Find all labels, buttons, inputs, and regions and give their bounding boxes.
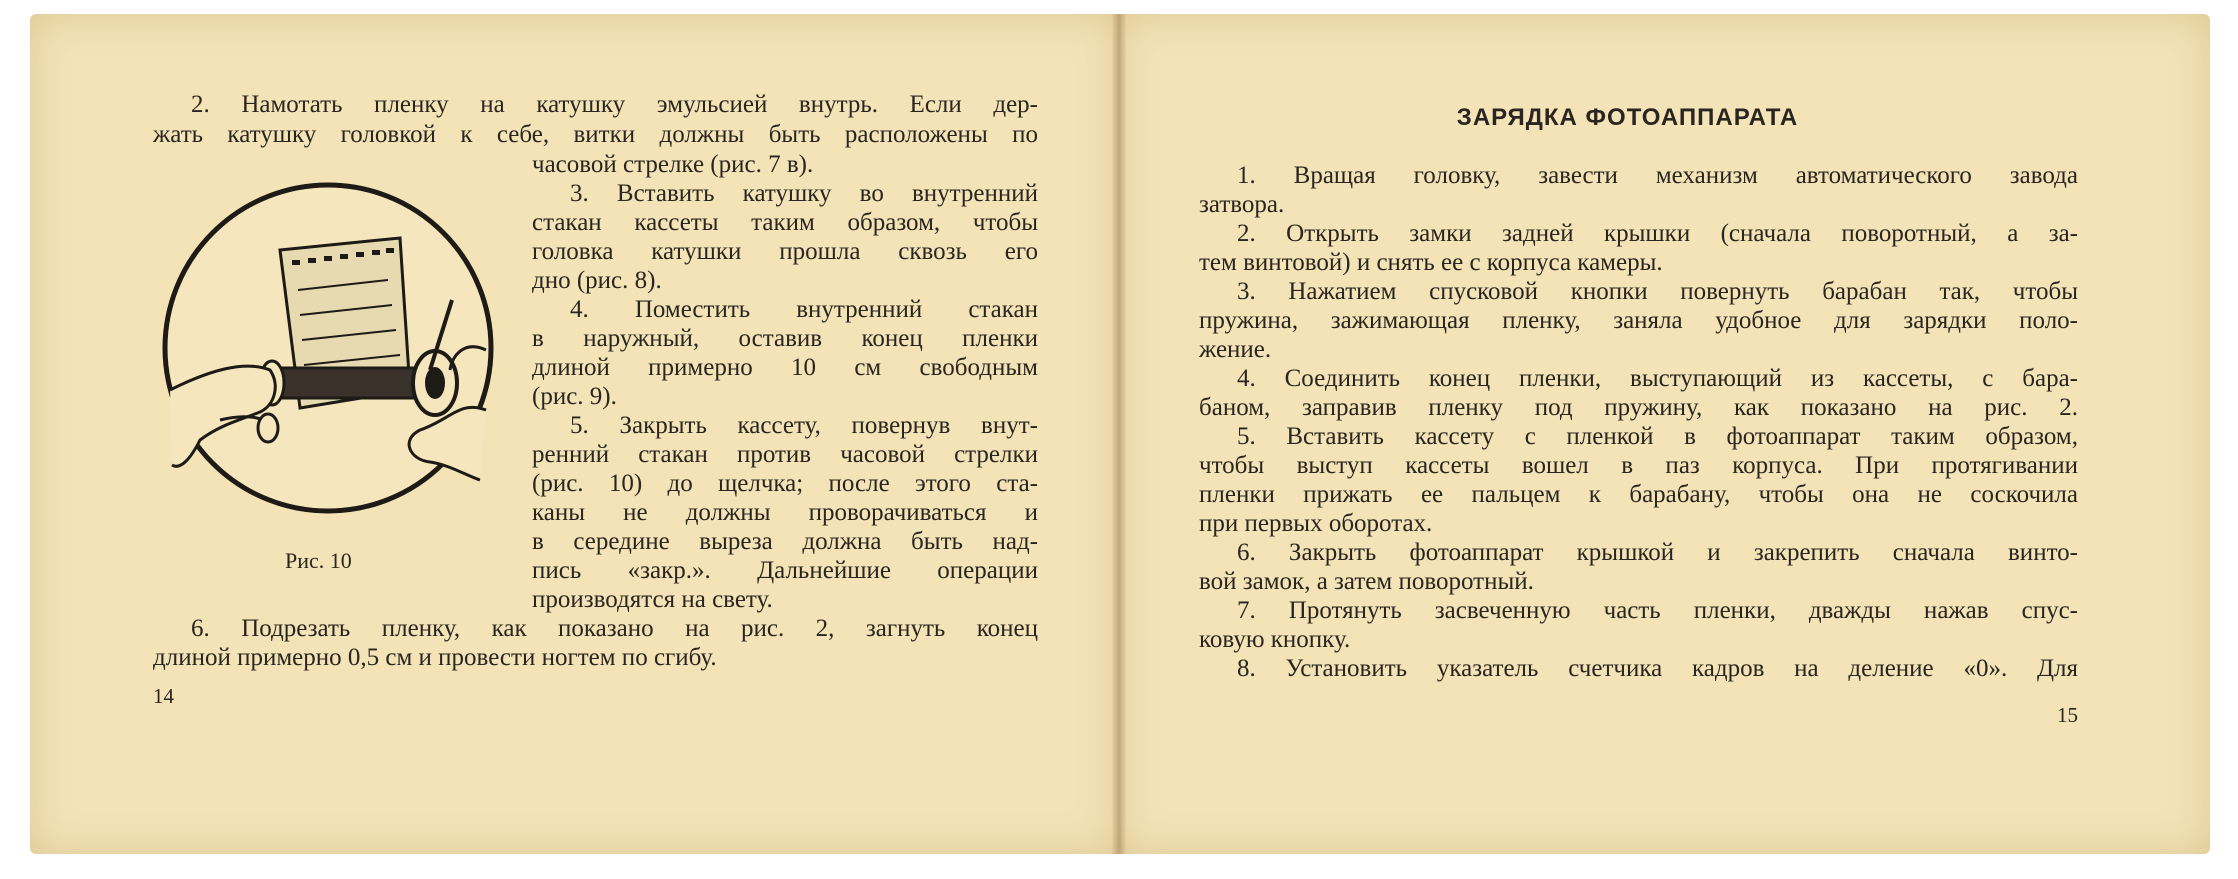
text-line: пленки прижать ее пальцем к барабану, чтобы она не соскочила bbox=[1199, 481, 2078, 508]
text-line: жать катушку головкой к себе, витки должны быть расположены по bbox=[153, 121, 1038, 148]
text-line: длиной примерно 0,5 см и провести ногтем по сгибу. bbox=[153, 644, 717, 671]
text-line: производятся на свету. bbox=[532, 586, 773, 613]
text-line: 6. Закрыть фотоаппарат крышкой и закрепить сначала винто- bbox=[1237, 539, 2078, 566]
text-line: 2. Открыть замки задней крышки (сначала поворотный, а за- bbox=[1237, 220, 2078, 247]
text-line: жение. bbox=[1199, 336, 1272, 363]
text-line: вой замок, а затем поворотный. bbox=[1199, 568, 1534, 595]
text-line: 5. Закрыть кассету, повернув внут- bbox=[570, 412, 1038, 439]
page-heading: ЗАРЯДКА ФОТОАППАРАТА bbox=[1456, 104, 1799, 131]
text-line: часовой стрелке (рис. 7 в). bbox=[532, 151, 814, 178]
text-line: чтобы выступ кассеты вошел в паз корпуса. При протягивании bbox=[1199, 452, 2078, 479]
film-loading-illustration bbox=[160, 180, 496, 516]
text-line: 1. Вращая головку, завести механизм автоматического завода bbox=[1237, 162, 2078, 189]
text-line: затвора. bbox=[1199, 191, 1285, 218]
text-line: ковую кнопку. bbox=[1199, 626, 1351, 653]
text-line: 3. Вставить катушку во внутренний bbox=[570, 180, 1038, 207]
book-spine bbox=[1112, 14, 1126, 854]
page-number-right: 15 bbox=[2057, 703, 2078, 727]
text-line: (рис. 10) до щелчка; после этого ста- bbox=[532, 470, 1038, 497]
text-line: в наружный, оставив конец пленки bbox=[532, 325, 1038, 352]
text-line: 8. Установить указатель счетчика кадров на деление «0». Для bbox=[1237, 655, 2078, 682]
text-line: пружина, зажимающая пленку, заняла удобное для зарядки поло- bbox=[1199, 307, 2078, 334]
text-line: головка катушки прошла сквозь его bbox=[532, 238, 1038, 265]
text-line: в середине выреза должна быть над- bbox=[532, 528, 1038, 555]
text-line: 5. Вставить кассету с пленкой в фотоаппарат таким образом, bbox=[1237, 423, 2078, 450]
text-line: 2. Намотать пленку на катушку эмульсией внутрь. Если дер- bbox=[191, 91, 1038, 118]
text-line: каны не должны проворачиваться и bbox=[532, 499, 1038, 526]
text-line: 6. Подрезать пленку, как показано на рис. 2, загнуть конец bbox=[191, 615, 1038, 642]
text-line: при первых оборотах. bbox=[1199, 510, 1433, 537]
figure-caption: Рис. 10 bbox=[285, 548, 352, 573]
text-line: 4. Поместить внутренний стакан bbox=[570, 296, 1038, 323]
text-line: (рис. 9). bbox=[532, 383, 617, 410]
text-line: баном, заправив пленку под пружину, как показано на рис. 2. bbox=[1199, 394, 2078, 421]
text-line: ренний стакан против часовой стрелки bbox=[532, 441, 1038, 468]
text-line: 3. Нажатием спусковой кнопки повернуть барабан так, чтобы bbox=[1237, 278, 2078, 305]
text-line: стакан кассеты таким образом, чтобы bbox=[532, 209, 1038, 236]
text-line: дно (рис. 8). bbox=[532, 267, 662, 294]
text-line: тем винтовой) и снять ее с корпуса камеры. bbox=[1199, 249, 1663, 276]
page-number-left: 14 bbox=[153, 684, 174, 708]
text-line: пись «закр.». Дальнейшие операции bbox=[532, 557, 1038, 584]
text-line: длиной примерно 10 см свободным bbox=[532, 354, 1038, 381]
text-line: 4. Соединить конец пленки, выступающий из кассеты, с бара- bbox=[1237, 365, 2078, 392]
text-line: 7. Протянуть засвеченную часть пленки, дважды нажав спус- bbox=[1237, 597, 2078, 624]
